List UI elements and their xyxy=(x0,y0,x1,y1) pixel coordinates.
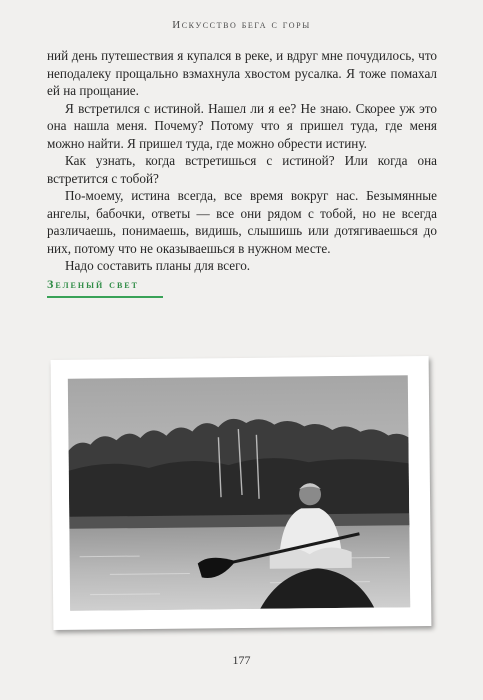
heading-underline xyxy=(47,296,163,298)
section-heading: Зеленый свет xyxy=(47,277,139,291)
paragraph-2: Я встретился с истиной. Нашел ли я ее? Не знаю. Скорее уж это она нашла меня. Почему? Потому что я пришел туда, где меня можно найти. Я пришел туда, где можно обрести истину. xyxy=(47,100,437,151)
paragraph-5: Надо составить планы для всего. xyxy=(65,258,251,273)
river-kayak-photo xyxy=(68,375,410,611)
paragraph-3: Как узнать, когда встретишься с истиной? Или когда она встретится с тобой? xyxy=(47,153,437,186)
page-number: 177 xyxy=(232,653,251,667)
paragraph-4: По-моему, истина всегда, все время вокруг нас. Безымянные ангелы, бабочки, ответы — все они рядом с тобой, но не всегда различаешь, понимаешь, видишь, слышишь или дотягиваешься до них, потому что не оказываешься в нужном месте. xyxy=(47,188,437,256)
photo-print xyxy=(51,356,432,630)
photo-illustration xyxy=(68,375,410,611)
paragraph-1: ний день путешествия я купался в реке, и вдруг мне почудилось, что неподалеку прощально взмахнула хвостом русалка. Я тоже помахал ей на прощание. xyxy=(47,48,437,98)
running-head: Искусство бега с горы xyxy=(172,19,311,31)
body-text xyxy=(47,47,437,275)
